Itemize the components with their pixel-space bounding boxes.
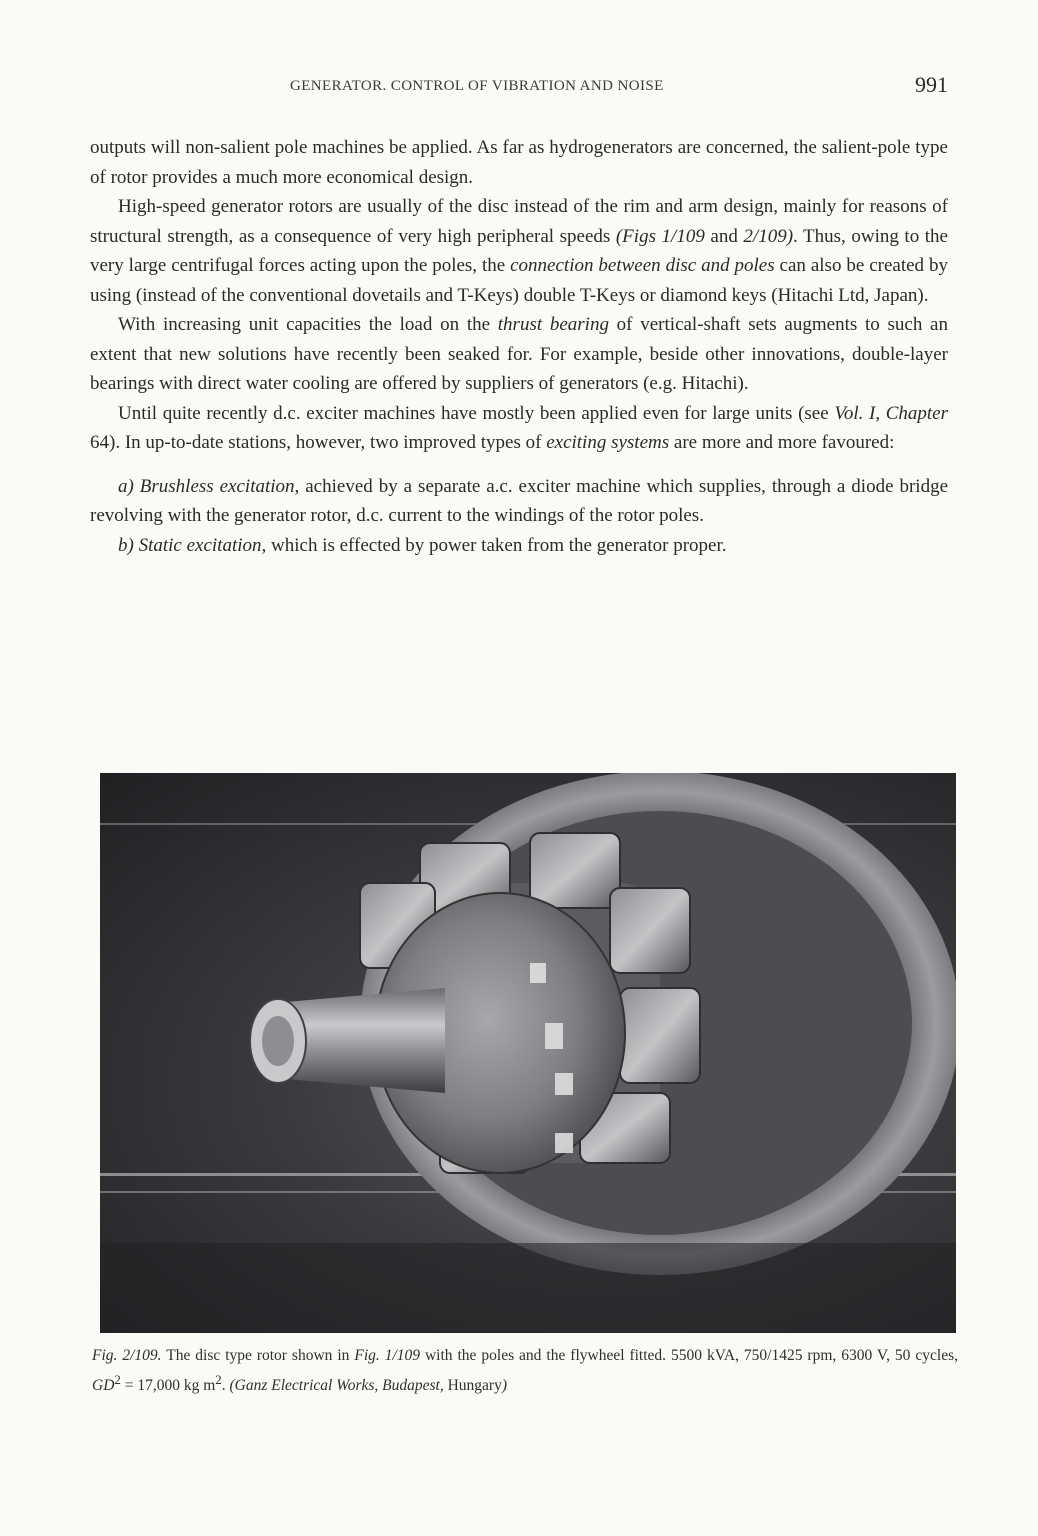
- caption-figure-reference: Fig. 1/109: [354, 1347, 421, 1364]
- caption-superscript-m: 2: [215, 1372, 222, 1387]
- paragraph-2-text-c: can also be created by using (instead of the conventional dovetails and T-Keys) double T-Keys or diamond keys (Hitachi Ltd, Japan).: [90, 255, 948, 306]
- figure-reference: (Figs 1/109: [615, 225, 705, 247]
- list-item-a-text: achieved by a separate a.c. exciter machine which supplies, through a diode bridge revolving with the generator rotor, d.c. current to the windings of the rotor poles.: [90, 475, 948, 526]
- list-item-b: [90, 531, 948, 561]
- list-item-a-label: a) Brushless excitation,: [118, 475, 300, 497]
- list-item-b-text: which is effected by power taken from the generator proper.: [266, 534, 727, 556]
- emphasis-exciting-systems: exciting systems: [546, 432, 670, 453]
- caption-text-b: with the poles and the flywheel fitted. 5500 kVA, 750/1425 rpm, 6300 V, 50 cycles,: [420, 1347, 958, 1364]
- paragraph-2-text-a: High-speed generator rotors are usually of the disc instead of the rim and arm design, mainly for reasons of structural strength, as a consequence of very high peripheral speeds: [90, 196, 948, 247]
- paragraph-4: [90, 399, 948, 458]
- rotor-photograph: [100, 773, 956, 1333]
- caption-text-d: .: [221, 1377, 230, 1395]
- emphasis-thrust-bearing: thrust bearing: [497, 314, 609, 335]
- paragraph-3: [90, 310, 948, 399]
- paragraph-4-text-b: 64). In up-to-date stations, however, two improved types of: [90, 432, 547, 453]
- figure-caption: [92, 1344, 958, 1398]
- caption-close: ): [501, 1377, 508, 1395]
- paragraph-2-and: and: [704, 225, 744, 247]
- running-head: GENERATOR. CONTROL OF VIBRATION AND NOISE: [290, 78, 664, 94]
- paragraph-4-text-a: Until quite recently d.c. exciter machines have mostly been applied even for large units (see: [118, 402, 835, 424]
- page-header: [90, 72, 948, 100]
- caption-superscript: 2: [114, 1372, 121, 1387]
- paragraph-3-text-b: of vertical-shaft sets augments to such an extent that new solutions have recently been seaked for. For example, beside other innovations, double-layer bearings with direct water cooling are offered by suppliers of generators (e.g. Hitachi).: [90, 314, 948, 394]
- caption-country: Hungary: [443, 1377, 502, 1395]
- paragraph-2-text-b: . Thus, owing to the very large centrifugal forces acting upon the poles, the: [90, 225, 948, 276]
- paragraph-4-text-c: are more and more favoured:: [669, 432, 895, 453]
- body-text: [90, 133, 948, 560]
- caption-text-a: The disc type rotor shown in: [161, 1347, 355, 1364]
- page-number: 991: [915, 72, 948, 97]
- figure-reference-2: 2/109): [743, 225, 794, 247]
- paragraph-1-text: outputs will non-salient pole machines be applied. As far as hydrogenerators are concerned, the salient-pole type of rotor provides a much more economical design.: [90, 137, 948, 188]
- list-item-a: [90, 472, 948, 531]
- caption-gd: GD: [92, 1377, 115, 1395]
- volume-reference: Vol. I, Chapter: [834, 402, 948, 424]
- list-item-b-label: b) Static excitation,: [118, 534, 267, 556]
- caption-text-c: = 17,000 kg m: [120, 1377, 216, 1395]
- caption-source: (Ganz Electrical Works, Budapest,: [229, 1377, 444, 1395]
- figure-label: Fig. 2/109.: [92, 1347, 162, 1364]
- rotor-illustration: [100, 773, 956, 1333]
- paragraph-2: [90, 192, 948, 310]
- paragraph-1: [90, 133, 948, 192]
- emphasis-connection: connection between disc and poles: [510, 255, 775, 276]
- paragraph-3-text-a: With increasing unit capacities the load on the: [118, 314, 498, 335]
